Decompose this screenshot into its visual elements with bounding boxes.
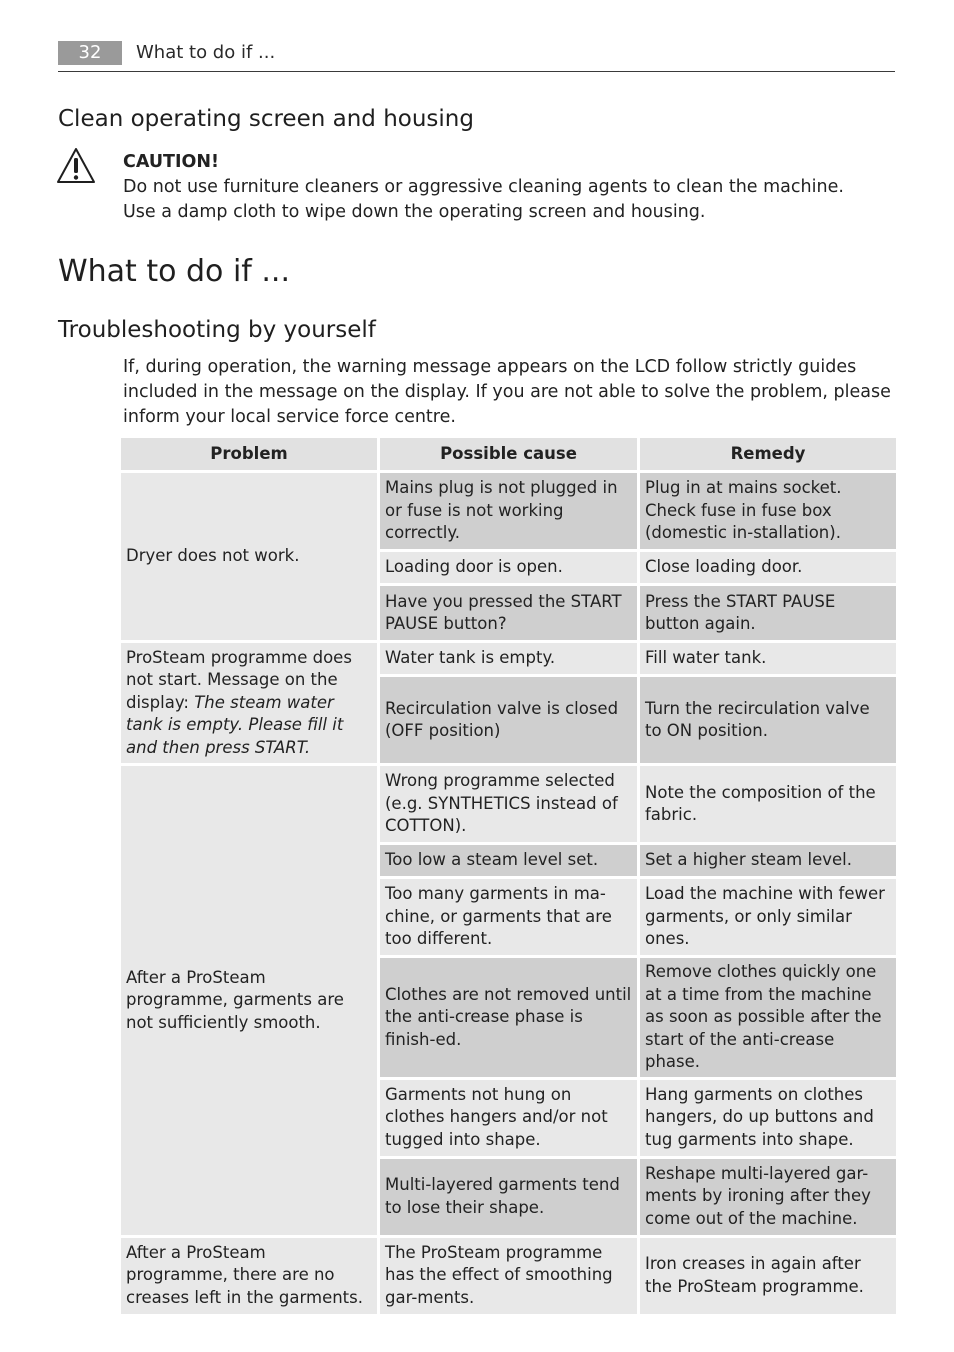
remedy-cell: Remove clothes quickly one at a time from the machine as soon as possible after the start of the anti-crease phase. [640, 958, 896, 1077]
table-row [121, 473, 896, 549]
table-row [121, 766, 896, 842]
page-number: 32 [58, 41, 122, 65]
column-header-problem: Problem [121, 438, 377, 470]
remedy-cell: Iron creases in again after the ProSteam programme. [640, 1238, 896, 1314]
table-header-row [121, 438, 896, 470]
cause-cell: Clothes are not removed until the anti-crease phase is finish-ed. [380, 958, 637, 1077]
cause-cell: Garments not hung on clothes hangers and/or not tugged into shape. [380, 1080, 637, 1156]
remedy-cell: Reshape multi-layered gar-ments by ironing after they come out of the machine. [640, 1159, 896, 1235]
problem-cell [121, 643, 377, 763]
problem-text: ProSteam programme does not start. Message on the display: [126, 647, 352, 712]
caution-title: CAUTION! [123, 152, 220, 172]
troubleshooting-table [118, 435, 899, 1317]
remedy-cell: Press the START PAUSE button again. [640, 586, 896, 640]
column-header-remedy: Remedy [640, 438, 896, 470]
remedy-cell: Set a higher steam level. [640, 845, 896, 876]
remedy-cell: Fill water tank. [640, 643, 896, 674]
problem-cell: Dryer does not work. [121, 473, 377, 640]
caution-text-2: Use a damp cloth to wipe down the operating screen and housing. [123, 202, 706, 222]
cause-cell: Multi-layered garments tend to lose their shape. [380, 1159, 637, 1235]
cleaning-heading: Clean operating screen and housing [58, 106, 474, 132]
remedy-cell: Turn the recirculation valve to ON position. [640, 677, 896, 763]
table-row [121, 643, 896, 674]
cause-cell: The ProSteam programme has the effect of smoothing gar-ments. [380, 1238, 637, 1314]
main-heading: What to do if ... [58, 254, 290, 289]
table-row [121, 1238, 896, 1314]
warning-triangle-icon [56, 147, 96, 185]
caution-box [123, 150, 903, 225]
cause-cell: Have you pressed the START PAUSE button? [380, 586, 637, 640]
display-message: The steam water tank is empty. Please fill it and then press START. [126, 692, 344, 757]
column-header-cause: Possible cause [380, 438, 637, 470]
problem-cell: After a ProSteam programme, there are no creases left in the garments. [121, 1238, 377, 1314]
cause-cell: Recirculation valve is closed (OFF position) [380, 677, 637, 763]
problem-cell: After a ProSteam programme, garments are not sufficiently smooth. [121, 766, 377, 1235]
remedy-cell: Load the machine with fewer garments, or only similar ones. [640, 879, 896, 955]
troubleshooting-heading: Troubleshooting by yourself [58, 317, 376, 343]
remedy-cell: Close loading door. [640, 552, 896, 583]
cause-cell: Loading door is open. [380, 552, 637, 583]
remedy-cell: Note the composition of the fabric. [640, 766, 896, 842]
cause-cell: Wrong programme selected (e.g. SYNTHETICS instead of COTTON). [380, 766, 637, 842]
caution-text-1: Do not use furniture cleaners or aggressive cleaning agents to clean the machine. [123, 177, 844, 197]
page-header [58, 41, 895, 72]
cause-cell: Mains plug is not plugged in or fuse is not working correctly. [380, 473, 637, 549]
cause-cell: Water tank is empty. [380, 643, 637, 674]
running-title: What to do if ... [136, 42, 276, 63]
cause-cell: Too many garments in ma-chine, or garments that are too different. [380, 879, 637, 955]
troubleshooting-intro: If, during operation, the warning message appears on the LCD follow strictly guides included in the message on the display. If you are not able to solve the problem, please inform your local service force centre. [123, 357, 891, 427]
remedy-cell: Plug in at mains socket. Check fuse in fuse box (domestic in-stallation). [640, 473, 896, 549]
cause-cell: Too low a steam level set. [380, 845, 637, 876]
remedy-cell: Hang garments on clothes hangers, do up buttons and tug garments into shape. [640, 1080, 896, 1156]
